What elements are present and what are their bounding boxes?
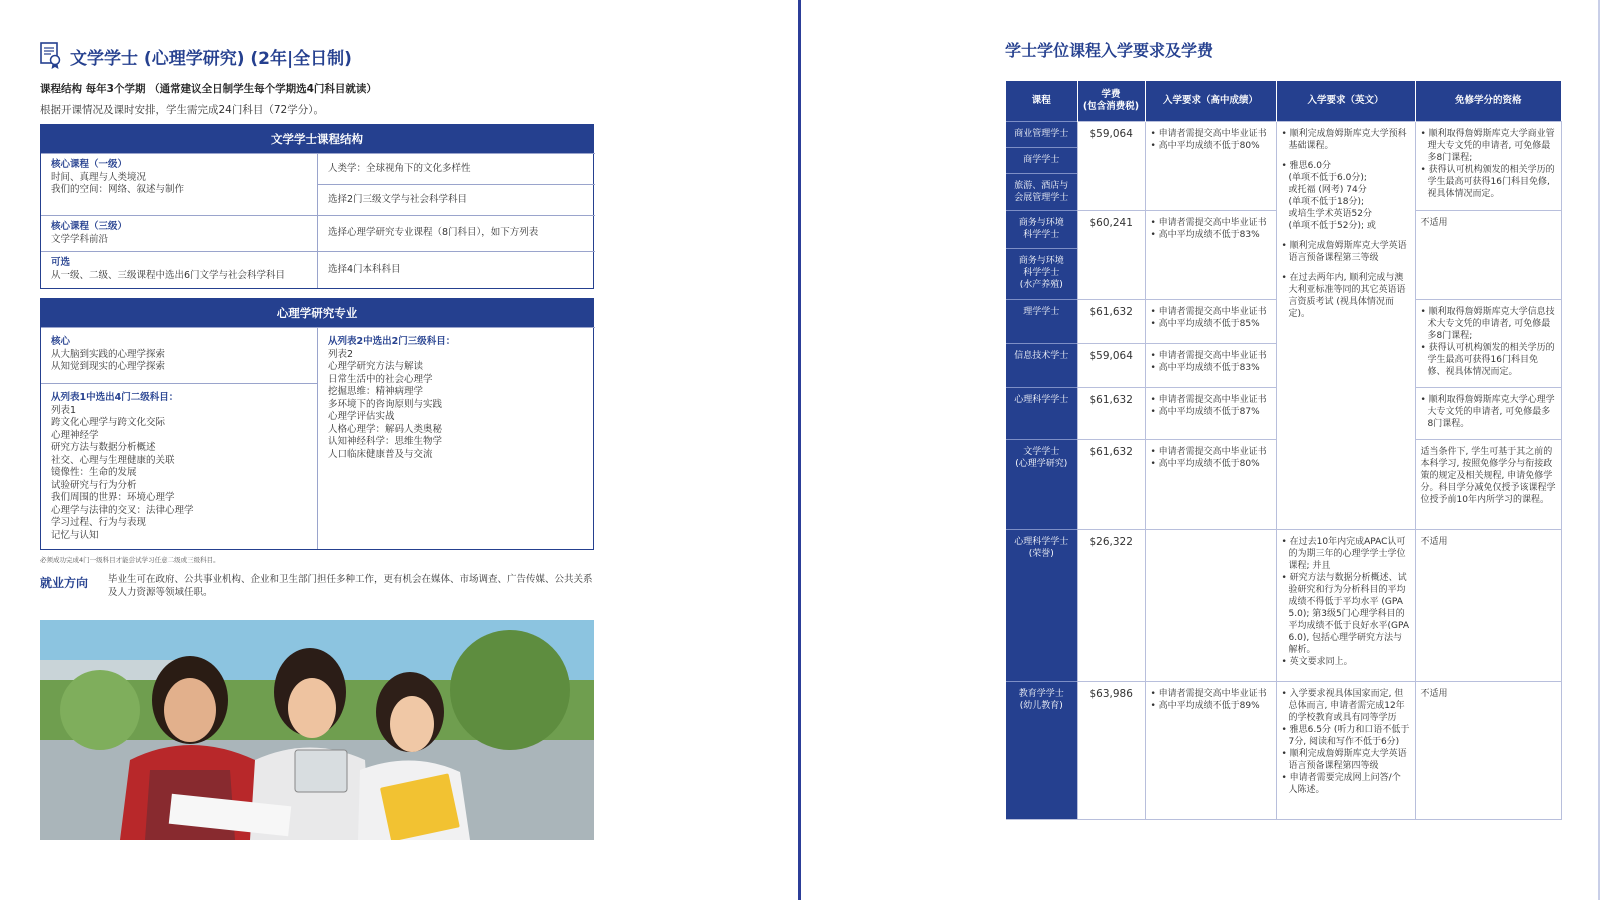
list1-item: 试验研究与行为分析 [51, 479, 137, 491]
list1-item: 我们周围的世界：环境心理学 [51, 492, 175, 503]
hs-req-cell [1145, 439, 1276, 529]
header-hs-req: 入学要求（高中成绩） [1145, 81, 1276, 121]
program-cell: 商务与环境 科学学士 [1006, 210, 1077, 248]
hs-grade: • 高中平均成绩不低于87% [1151, 406, 1271, 418]
hs-grade: • 高中平均成绩不低于83% [1151, 362, 1271, 374]
credit-text: • 获得认可机构颁发的相关学历的学生最高可获得16门科目免修, 视具体情况而定。 [1421, 164, 1556, 200]
hs-cert: • 申请者需提交高中毕业证书 [1151, 306, 1271, 318]
program-cell: 商学学士 [1006, 147, 1077, 173]
credit-na: 不适用 [1420, 217, 1448, 228]
r4-cell [318, 251, 595, 288]
eng-prep: • 顺利完成詹姆斯库克大学英语语言预备课程第三等级 [1282, 240, 1410, 264]
header-credit: 免修学分的资格 [1415, 81, 1561, 121]
fee-cell: $61,632 [1077, 439, 1145, 529]
list1-item: 记忆与认知 [51, 529, 99, 541]
core3-heading: 核心课程（三级） [51, 221, 128, 232]
title-row [40, 42, 352, 70]
eng-country: • 入学要求视具体国家而定, 但总体而言, 申请者需完成12年的学校教育或具有同等学历 [1282, 688, 1410, 724]
list2-item: 日常生活中的社会心理学 [328, 373, 433, 385]
ba-structure-box [40, 124, 594, 289]
credit-text: • 获得认可机构颁发的相关学历的学生最高可获得16门科目免修、视具体情况而定。 [1421, 342, 1556, 378]
r1-cell [318, 153, 595, 184]
program-cell: 心理科学学士 [1006, 387, 1077, 439]
list1-item: 镜像性：生命的发展 [51, 467, 137, 478]
program-cell: 商业管理学士 [1006, 121, 1077, 147]
core-cell [41, 327, 318, 383]
hs-grade: • 高中平均成绩不低于89% [1151, 700, 1271, 712]
table-row [1006, 529, 1561, 681]
credit-cell [1415, 210, 1561, 299]
list2-item: 多环境下的咨询原则与实践 [328, 398, 443, 410]
hs-req-cell [1145, 529, 1276, 681]
hs-req-cell [1145, 681, 1276, 819]
list2-item: 挖掘思维：精神病理学 [328, 386, 424, 397]
eng-req-cell [1276, 681, 1415, 819]
eng-same: • 英文要求同上。 [1282, 656, 1410, 668]
list2-item: 心理学评估实战 [328, 411, 395, 422]
program-cell: 旅游、酒店与 会展管理学士 [1006, 173, 1077, 210]
credit-na: 不适用 [1420, 536, 1448, 547]
fee-cell: $61,632 [1077, 387, 1145, 439]
header-eng-req: 入学要求（英文） [1276, 81, 1415, 121]
header-row [1006, 81, 1561, 121]
fee-cell: $63,986 [1077, 681, 1145, 819]
r3-text: 选择心理学研究专业课程（8门科目），如下方列表 [328, 227, 539, 239]
list2-item: 人格心理学：解码人类奥秘 [328, 423, 443, 435]
hs-req-cell [1145, 210, 1276, 299]
hs-cert: • 申请者需提交高中毕业证书 [1151, 350, 1271, 362]
optional-line1: 从一级、二级、三级课程中选出6门文学与社会科学科目 [51, 269, 286, 281]
optional-cell [41, 251, 318, 288]
hs-req-cell [1145, 343, 1276, 387]
list1-item: 心理学与法律的交叉：法律心理学 [51, 504, 194, 516]
eng-req-cell [1276, 529, 1415, 681]
list2-heading: 从列表2中选出2门三级科目： [328, 336, 456, 347]
fee-cell: $59,064 [1077, 121, 1145, 210]
psych-major-header: 心理学研究专业 [41, 299, 593, 327]
credit-cell [1415, 299, 1561, 387]
credit-text: • 顺利取得詹姆斯库克大学心理学大专文凭的申请者, 可免修最多8门课程。 [1421, 394, 1556, 430]
career-label: 就业方向 [40, 576, 89, 590]
list1-item: 列表1 [51, 404, 77, 416]
hs-cert: • 申请者需提交高中毕业证书 [1151, 128, 1271, 140]
credit-na: 不适用 [1420, 688, 1448, 699]
list1-heading: 从列表1中选出4门二级科目： [51, 392, 179, 403]
credit-text: 适当条件下, 学生可基于其之前的本科学习, 按照免修学分与衔接政策的规定及相关规程, 申请免修学分。科目学分减免仅授予该课程学位授予前10年内所学习的课程。 [1420, 446, 1556, 505]
hs-req-cell [1145, 299, 1276, 343]
core1-line1: 时间、真理与人类境况 [51, 171, 147, 183]
core1-cell [41, 153, 318, 215]
fee-cell: $61,632 [1077, 299, 1145, 343]
hs-cert: • 申请者需提交高中毕业证书 [1151, 394, 1271, 406]
list2-item: 人口临床健康普及与交流 [328, 448, 433, 460]
list1-item: 心理神经学 [51, 429, 99, 441]
course-structure-line: 课程结构 每年3个学期 （通常建议全日制学生每个学期选4门科目就读） [40, 83, 377, 95]
program-cell: 信息技术学士 [1006, 343, 1077, 387]
eng-ielts65: • 雅思6.5分 (听力和口语不低于7分, 阅读和写作不低于6分) [1282, 724, 1410, 748]
list1-cell [41, 383, 318, 549]
list2-item: 列表2 [328, 348, 354, 360]
credit-cell [1415, 121, 1561, 210]
fee-cell: $26,322 [1077, 529, 1145, 681]
hs-grade: • 高中平均成绩不低于80% [1151, 458, 1271, 470]
r1-text: 人类学：全球视角下的文化多样性 [328, 162, 471, 174]
eng-statement: • 申请者需要完成网上问答/个人陈述。 [1282, 772, 1410, 796]
core3-cell [41, 215, 318, 251]
career-text: 毕业生可在政府、公共事业机构、企业和卫生部门担任多种工作，更有机会在媒体、市场调查、广告传媒、公共关系及人力资源等领域任职。 [108, 574, 593, 598]
credit-cell [1415, 387, 1561, 439]
hs-cert: • 申请者需提交高中毕业证书 [1151, 688, 1271, 700]
eng-gpa: • 研究方法与数据分析概述、试验研究和行为分析科目的平均成绩不得低于平均水平 (GPA 5.0); 第3级5门心理学科目的平均成绩不低于良好水平(GPA 6.0), 包括心理学研究方法与解析。 [1282, 572, 1410, 656]
list1-item: 社交、心理与生理健康的关联 [51, 454, 175, 466]
eng-foundation: • 顺利完成詹姆斯库克大学预科基础课程。 [1282, 128, 1410, 152]
core-item-1: 从大脑到实践的心理学探索 [51, 348, 166, 360]
fee-cell: $60,241 [1077, 210, 1145, 299]
eng-other: • 在过去两年内, 顺利完成与澳大利亚标准等同的其它英语语言资质考试 (视具体情况而定)。 [1282, 272, 1410, 320]
credit-text: • 顺利取得詹姆斯库克大学信息技术大专文凭的申请者, 可免修最多8门课程; [1421, 306, 1556, 342]
list1-item: 学习过程、行为与表现 [51, 517, 147, 528]
core-heading: 核心 [51, 336, 71, 347]
optional-heading: 可选 [51, 257, 71, 268]
hs-req-cell [1145, 387, 1276, 439]
program-cell: 理学学士 [1006, 299, 1077, 343]
eng-prep4: • 顺利完成詹姆斯库克大学英语语言预备课程第四等级 [1282, 748, 1410, 772]
program-cell: 教育学学士 (幼儿教育) [1006, 681, 1077, 819]
list2-item: 认知神经科学：思维生物学 [328, 436, 443, 447]
program-cell: 商务与环境 科学学士 (水产养殖) [1006, 248, 1077, 299]
intro-line: 根据开课情况及课时安排，学生需完成24门科目（72学分）。 [40, 104, 324, 116]
core1-heading: 核心课程（一级） [51, 159, 128, 170]
certificate-icon [40, 42, 62, 70]
students-photo [40, 620, 594, 840]
footnote: 必须成功完成4门一级科目才能尝试学习任意二级或三级科目。 [40, 556, 220, 564]
table-row [1006, 681, 1561, 819]
eng-apac: • 在过去10年内完成APAC认可的为期三年的心理学学士学位课程; 并且 [1282, 536, 1410, 572]
program-cell: 心理科学学士 (荣誉) [1006, 529, 1077, 681]
r2-cell [318, 184, 595, 215]
r3-cell [318, 215, 595, 251]
hs-cert: • 申请者需提交高中毕业证书 [1151, 217, 1271, 229]
core1-line2: 我们的空间：网络、叙述与制作 [51, 184, 185, 195]
credit-cell [1415, 439, 1561, 529]
page-title: 文学学士 (心理学研究) (2年|全日制) [70, 48, 352, 69]
hs-req-cell [1145, 121, 1276, 210]
psych-major-box [40, 298, 594, 550]
core3-line1: 文学学科前沿 [51, 233, 109, 245]
credit-cell [1415, 529, 1561, 681]
table-row [1006, 121, 1561, 147]
hs-grade: • 高中平均成绩不低于85% [1151, 318, 1271, 330]
core-item-2: 从知觉到现实的心理学探索 [51, 361, 166, 372]
list2-cell [318, 327, 595, 549]
header-fee: 学费 (包含消费税) [1077, 81, 1145, 121]
credit-cell [1415, 681, 1561, 819]
r4-text: 选择4门本科科目 [328, 263, 401, 275]
hs-grade: • 高中平均成绩不低于80% [1151, 140, 1271, 152]
list1-item: 跨文化心理学与跨文化交际 [51, 417, 166, 428]
ba-structure-header: 文学学士课程结构 [41, 125, 593, 153]
fee-cell: $59,064 [1077, 343, 1145, 387]
credit-text: • 顺利取得詹姆斯库克大学商业管理大专文凭的申请者, 可免修最多8门课程; [1421, 128, 1556, 164]
r2-text: 选择2门三级文学与社会科学科目 [328, 193, 468, 205]
fees-table [1006, 81, 1562, 820]
header-program: 课程 [1006, 81, 1077, 121]
program-cell: 文学学士 (心理学研究) [1006, 439, 1077, 529]
eng-ielts: • 雅思6.0分 (单项不低于6.0分); 或托福 (网考) 74分 (单项不低于18分); 或培生学术英语52分 (单项不低于52分); 或 [1282, 160, 1410, 232]
eng-req-cell [1276, 121, 1415, 529]
fees-title: 学士学位课程入学要求及学费 [1005, 41, 1214, 60]
list2-item: 心理学研究方法与解读 [328, 361, 424, 372]
hs-grade: • 高中平均成绩不低于83% [1151, 229, 1271, 241]
list1-item: 研究方法与数据分析概述 [51, 442, 156, 453]
page-spine [798, 0, 801, 900]
hs-cert: • 申请者需提交高中毕业证书 [1151, 446, 1271, 458]
